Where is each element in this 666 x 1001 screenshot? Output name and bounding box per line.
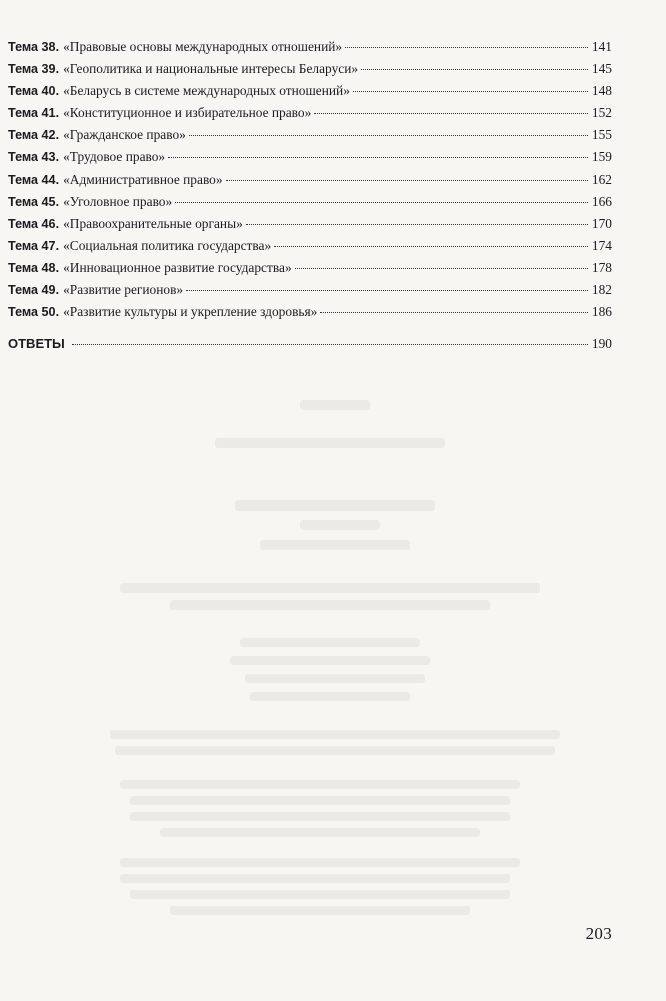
toc-page-number: 162 <box>591 171 612 187</box>
dot-leader <box>189 134 588 136</box>
dot-leader <box>246 223 588 225</box>
toc-entry[interactable] <box>8 301 612 323</box>
toc-entry[interactable] <box>8 213 612 235</box>
toc-topic-title: «Социальная политика государства» <box>63 237 272 253</box>
dot-leader <box>168 156 588 158</box>
dot-leader <box>314 112 588 114</box>
toc-page-number: 174 <box>591 237 612 253</box>
toc-topic-title: «Беларусь в системе международных отношений» <box>63 83 350 99</box>
toc-page-number: 145 <box>591 61 612 77</box>
toc-page-number: 141 <box>591 39 612 54</box>
dot-leader <box>186 289 588 291</box>
toc-page-number: 186 <box>591 304 612 320</box>
toc-entry[interactable] <box>8 191 612 213</box>
toc-entry[interactable] <box>8 146 612 168</box>
dot-leader <box>295 267 588 269</box>
toc-topic-title: «Развитие культуры и укрепление здоровья» <box>63 304 318 320</box>
toc-page-number: 170 <box>591 215 612 231</box>
toc-topic-number: Тема 38. <box>8 40 60 54</box>
dot-leader <box>175 201 588 203</box>
toc-entry[interactable] <box>8 279 612 301</box>
dot-leader <box>353 90 588 92</box>
toc-entry[interactable] <box>8 235 612 257</box>
toc-topic-title: «Правовые основы международных отношений» <box>63 39 343 54</box>
toc-topic-number: Тема 40. <box>8 84 60 99</box>
toc-topic-title: «Конституционное и избирательное право» <box>63 105 312 121</box>
toc-entry[interactable] <box>8 80 612 102</box>
toc-entry[interactable] <box>8 124 612 146</box>
toc-topic-title: «Развитие регионов» <box>63 282 184 298</box>
toc-page-number: 152 <box>591 105 612 121</box>
toc-topic-number: Тема 46. <box>8 216 60 231</box>
toc-entry[interactable] <box>8 257 612 279</box>
dot-leader <box>226 179 588 181</box>
toc-topic-number: Тема 48. <box>8 260 60 275</box>
toc-page-number: 190 <box>591 336 612 352</box>
toc-topic-title: «Административное право» <box>63 171 223 187</box>
toc-page-number: 155 <box>591 127 612 143</box>
toc-topic-title: «Уголовное право» <box>63 193 173 209</box>
toc-topic-number: Тема 42. <box>8 128 60 143</box>
toc-entry[interactable] <box>8 36 612 58</box>
toc-topic-title: «Правоохранительные органы» <box>63 215 243 231</box>
table-of-contents <box>8 36 612 355</box>
toc-entry[interactable] <box>8 102 612 124</box>
toc-entry[interactable] <box>8 169 612 191</box>
toc-topic-title: «Гражданское право» <box>63 127 186 143</box>
dot-leader <box>320 311 588 313</box>
toc-topic-number: Тема 39. <box>8 62 60 77</box>
page-number: 203 <box>585 924 612 943</box>
toc-page-number: 166 <box>591 193 612 209</box>
toc-topic-title: «Инновационное развитие государства» <box>63 259 292 275</box>
toc-topic-number: Тема 49. <box>8 283 60 298</box>
toc-entry[interactable] <box>8 58 612 80</box>
dot-leader <box>345 46 588 48</box>
toc-topic-number: Тема 41. <box>8 106 60 121</box>
toc-page-number: 178 <box>591 259 612 275</box>
toc-topic-number: Тема 47. <box>8 238 60 253</box>
toc-answers-entry[interactable] <box>8 333 612 355</box>
dot-leader <box>274 245 588 247</box>
dot-leader <box>72 343 588 345</box>
toc-topic-number: Тема 44. <box>8 172 60 187</box>
show-through-text <box>0 380 666 940</box>
toc-topic-number: Тема 50. <box>8 305 60 320</box>
toc-topic-number: Тема 45. <box>8 194 60 209</box>
dot-leader <box>361 68 588 70</box>
toc-topic-title: «Геополитика и национальные интересы Беларуси» <box>63 61 359 77</box>
toc-topic-title: «Трудовое право» <box>63 149 166 165</box>
answers-label: ОТВЕТЫ <box>8 336 65 352</box>
toc-topic-number: Тема 43. <box>8 150 60 165</box>
toc-page-number: 159 <box>591 149 612 165</box>
toc-page-number: 182 <box>591 282 612 298</box>
toc-page-number: 148 <box>591 83 612 99</box>
